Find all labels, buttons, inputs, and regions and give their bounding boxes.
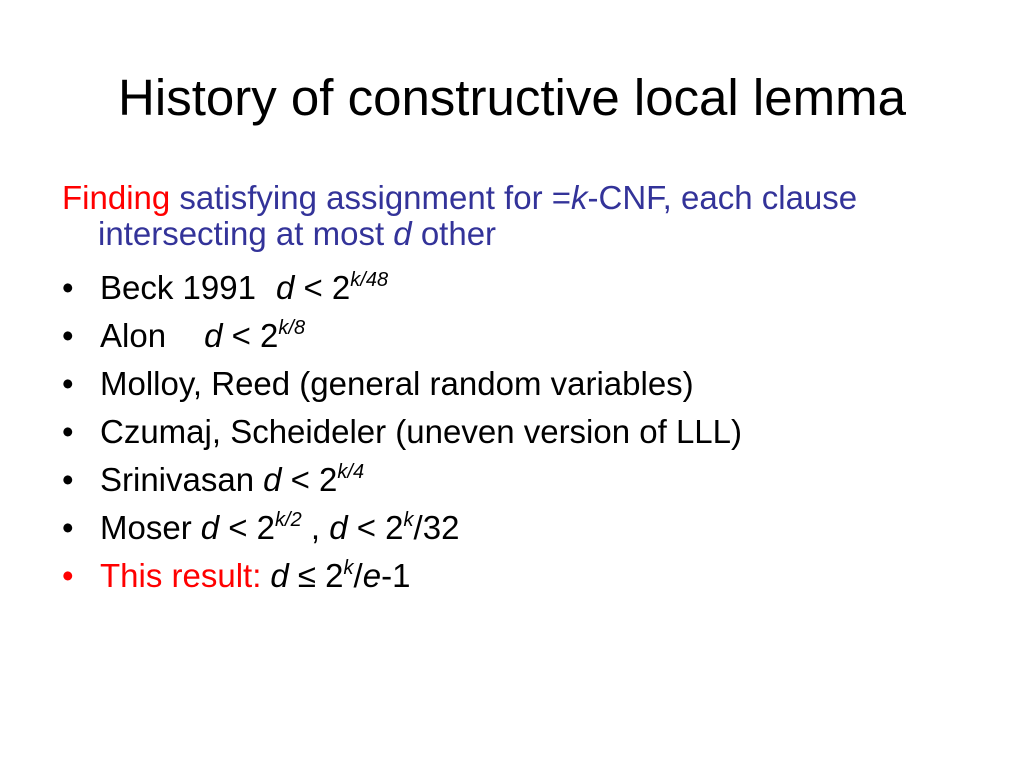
bullet-dot: • <box>62 413 74 450</box>
intro-paragraph <box>62 180 962 252</box>
item-e: e <box>362 557 382 594</box>
item-d: d <box>270 557 289 594</box>
item-d: d <box>200 509 220 546</box>
bullet-dot: • <box>62 509 74 546</box>
bullet-dot: • <box>62 461 74 498</box>
item-text: Czumaj, Scheideler (uneven version of LLL) <box>100 413 743 450</box>
bullet-item-beck <box>62 264 962 312</box>
item-name: Moser <box>100 509 192 546</box>
item-label: This result: <box>100 557 262 594</box>
slide-title: History of constructive local lemma <box>118 69 906 126</box>
item-relation: < 2 <box>222 317 279 354</box>
bullet-list <box>62 264 962 600</box>
bullet-item-this-result <box>62 552 962 600</box>
item-d: d <box>204 317 223 354</box>
item-relation: < 2 <box>294 269 351 306</box>
item-exponent: k <box>343 557 354 579</box>
bullet-item-molloy-reed <box>62 360 962 408</box>
intro-text-c: other <box>411 215 497 252</box>
intro-finding: Finding <box>62 179 171 216</box>
item-name: Srinivasan <box>100 461 255 498</box>
item-text: Molloy, Reed (general random variables) <box>100 365 694 402</box>
bullet-item-czumaj-scheideler <box>62 408 962 456</box>
item-name: Alon <box>100 317 167 354</box>
item-d: d <box>275 269 295 306</box>
item-exponent2: k <box>403 509 414 531</box>
bullet-dot: • <box>62 365 74 402</box>
item-separator: , <box>301 509 330 546</box>
item-exponent: k/4 <box>337 461 365 483</box>
intro-k: k <box>571 179 588 216</box>
item-relation: ≤ 2 <box>288 557 344 594</box>
item-tail2: /32 <box>413 509 460 546</box>
bullet-item-alon <box>62 312 962 360</box>
item-relation: < 2 <box>281 461 338 498</box>
bullet-item-srinivasan <box>62 456 962 504</box>
item-exponent: k/2 <box>275 509 302 531</box>
intro-text-a: satisfying assignment for = <box>170 179 572 216</box>
item-exponent: k/8 <box>278 317 306 339</box>
item-tail: -1 <box>381 557 411 594</box>
bullet-item-moser <box>62 504 962 552</box>
item-relation: < 2 <box>219 509 276 546</box>
slide-body <box>62 180 962 600</box>
item-relation2: < 2 <box>347 509 404 546</box>
item-d: d <box>263 461 282 498</box>
item-slash: / <box>353 557 363 594</box>
item-name: Beck 1991 <box>100 269 256 306</box>
intro-d: d <box>393 215 412 252</box>
item-exponent: k/48 <box>350 269 389 291</box>
intro-text-b: -CNF, each clause intersecting at most <box>98 179 858 252</box>
bullet-dot: • <box>62 317 74 354</box>
bullet-dot: • <box>62 557 74 594</box>
item-d2: d <box>329 509 348 546</box>
bullet-dot: • <box>62 269 74 306</box>
